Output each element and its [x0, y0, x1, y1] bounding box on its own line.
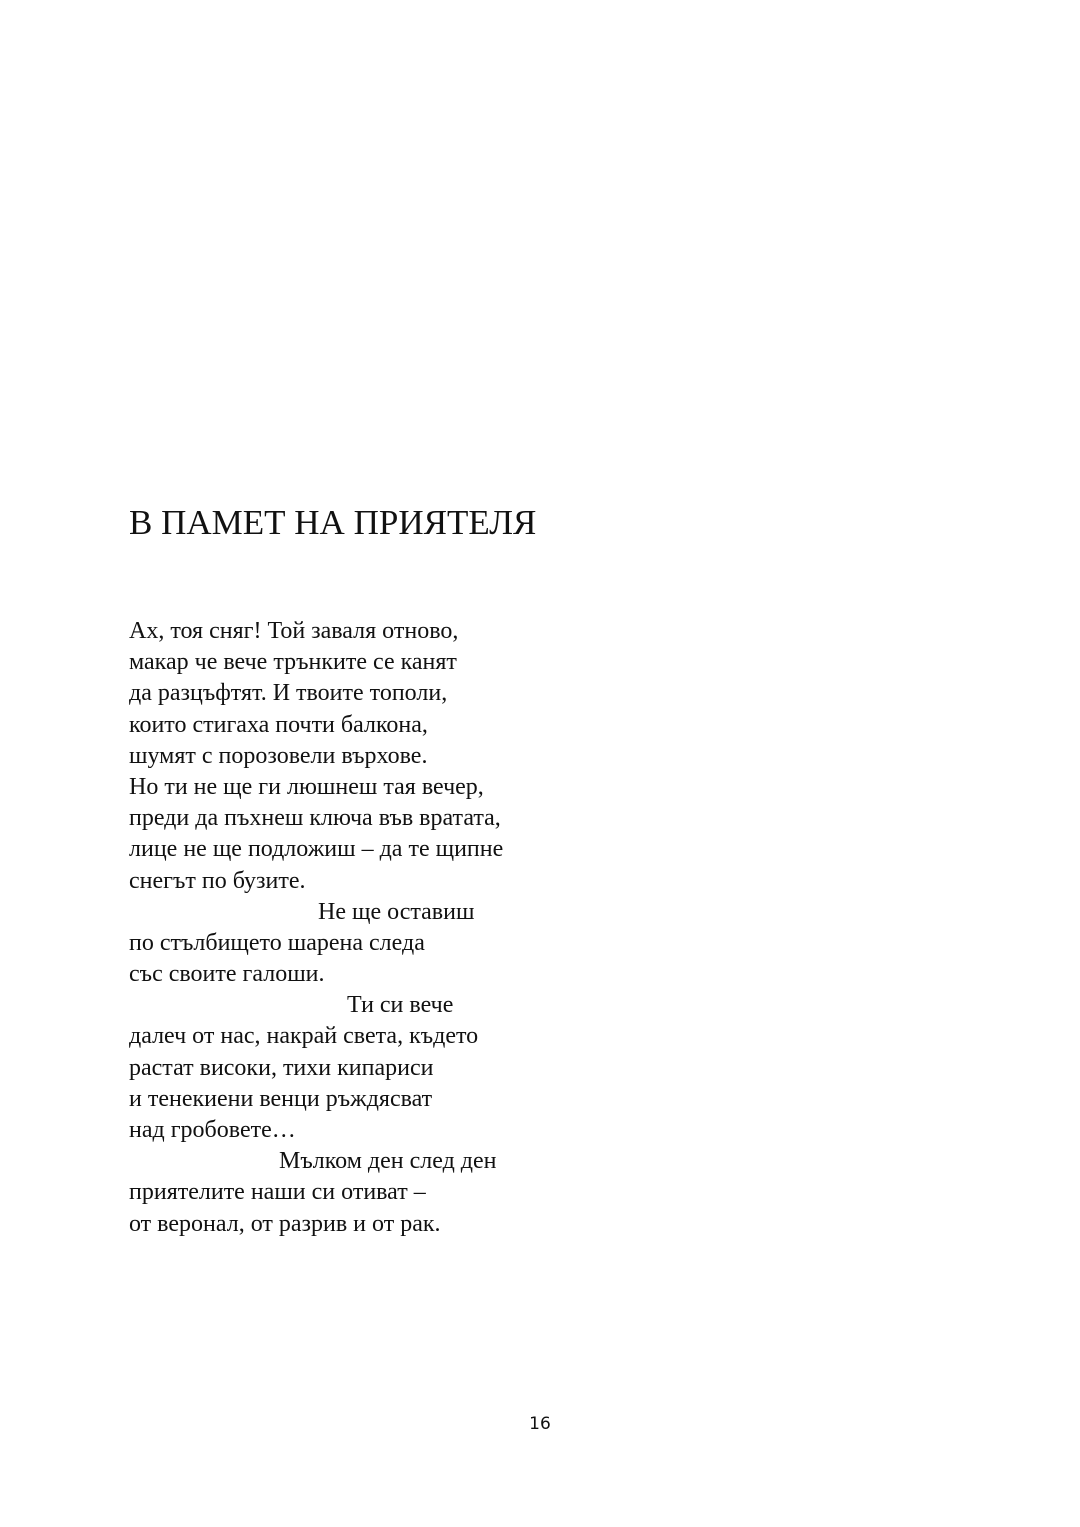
poem-line: които стигаха почти балкона, [129, 711, 428, 738]
poem-line: Ах, тоя сняг! Той заваля отново, [129, 618, 459, 644]
poem-line: да разцъфтят. И твоите тополи, [129, 680, 448, 707]
page-number: 16 [529, 1414, 551, 1434]
poem-line: Но ти не ще ги люшнеш тая вечер, [129, 773, 484, 800]
poem-line-indented: Мълком ден след ден [279, 1148, 497, 1175]
poem-line: растат високи, тихи кипариси [129, 1054, 434, 1081]
poem-line: шумят с порозовели върхове. [129, 742, 428, 769]
poem-line: над гробовете… [129, 1117, 296, 1143]
poem-line: и тенекиени венци ръждясват [129, 1085, 433, 1112]
poem-line: макар че вече трънките се канят [129, 649, 457, 676]
poem-line-indented: Ти си вече [347, 992, 454, 1019]
poem-line: далеч от нас, накрай света, където [129, 1023, 479, 1050]
poem-line: приятелите наши си отиват – [129, 1179, 426, 1206]
poem-line: снегът по бузите. [129, 867, 306, 894]
poem-line: от веронал, от разрив и от рак. [129, 1210, 441, 1237]
poem-line: по стълбището шарена следа [129, 929, 425, 956]
poem-line: преди да пъхнеш ключа във вратата, [129, 805, 501, 832]
poem-body [129, 616, 503, 1240]
poem-line: със своите галоши. [129, 961, 325, 988]
poem-line: лице не ще подложиш – да те щипне [129, 836, 504, 863]
poem-line-indented: Не ще оставиш [318, 898, 475, 925]
poem-title: В ПАМЕТ НА ПРИЯТЕЛЯ [129, 503, 537, 542]
